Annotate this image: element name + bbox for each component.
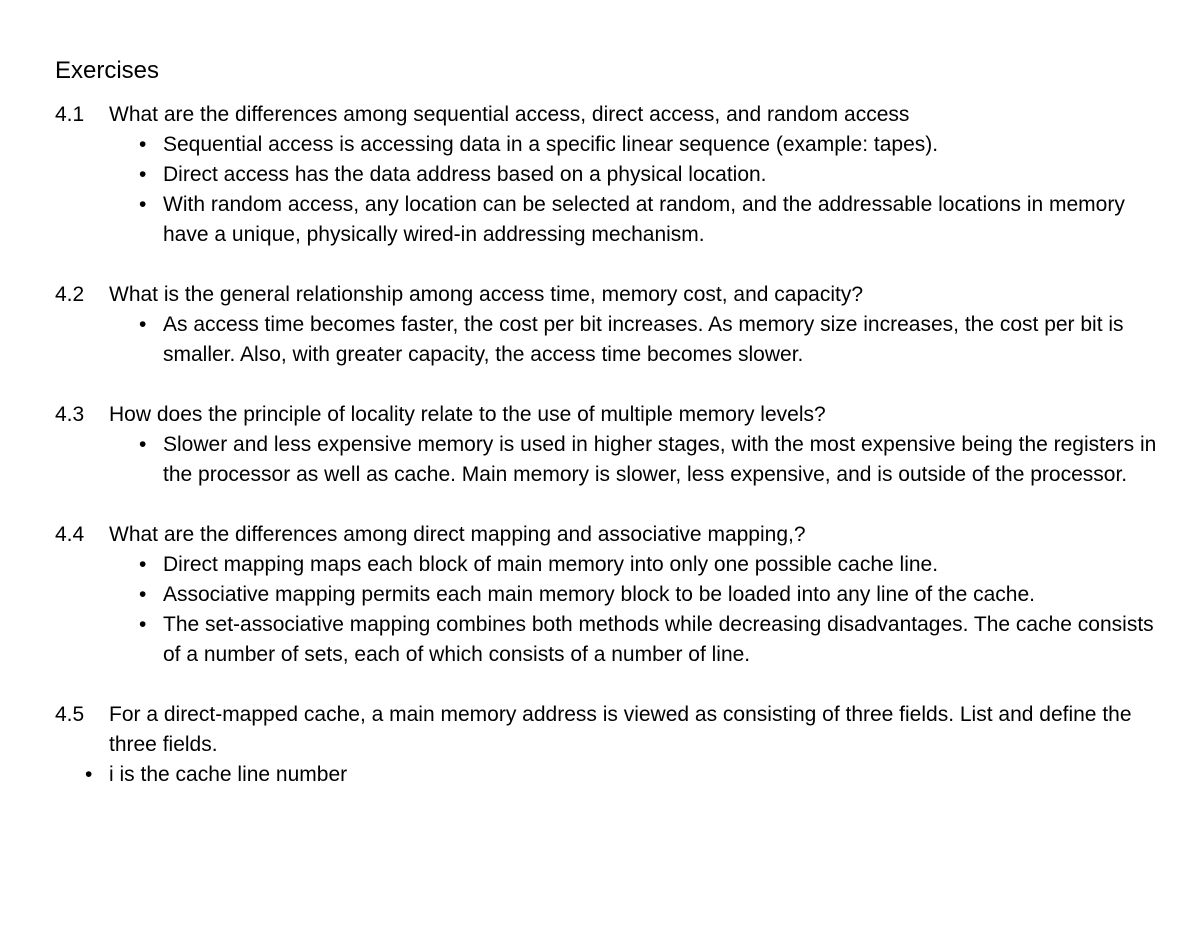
answer-item: [136, 160, 1165, 190]
bullet-icon: •: [139, 433, 147, 456]
answer-text: Direct access has the data address based on a physical location.: [163, 163, 767, 186]
question-number: 4.3: [55, 403, 85, 426]
question-4-3: [55, 400, 1165, 490]
answer-text: Direct mapping maps each block of main memory into only one possible cache line.: [163, 553, 939, 576]
question-text: What are the differences among sequential access, direct access, and random access: [109, 103, 910, 126]
question-4-1: [55, 100, 1165, 250]
answer-list: [55, 550, 1165, 670]
bullet-icon: •: [139, 133, 147, 156]
answer-item: [136, 190, 1165, 250]
question-number: 4.1: [55, 103, 85, 126]
question-number: 4.2: [55, 283, 85, 306]
answer-item: [136, 310, 1165, 370]
answer-item: [82, 760, 1165, 790]
answer-text: With random access, any location can be selected at random, and the addressable locations in memory have a unique, physically wired-in addressing mechanism.: [163, 193, 1125, 246]
answer-list: [55, 430, 1165, 490]
answer-item: [136, 580, 1165, 610]
question-4-2: [55, 280, 1165, 370]
spacer: [55, 250, 1165, 280]
answer-text: Associative mapping permits each main memory block to be loaded into any line of the cache.: [163, 583, 1035, 606]
answer-text: As access time becomes faster, the cost per bit increases. As memory size increases, the cost per bit is smaller. Also, with greater capacity, the access time becomes slower.: [163, 313, 1124, 366]
answer-text: i is the cache line number: [109, 763, 348, 786]
bullet-icon: •: [139, 583, 147, 606]
spacer: [55, 490, 1165, 520]
bullet-icon: •: [139, 193, 147, 216]
question-text: How does the principle of locality relate to the use of multiple memory levels?: [109, 403, 826, 426]
bullet-icon: •: [139, 553, 147, 576]
question-4-4: [55, 520, 1165, 670]
question-number: 4.4: [55, 523, 85, 546]
answer-list: [55, 760, 1165, 790]
answer-list: [55, 130, 1165, 250]
document-page: [55, 56, 1165, 790]
question-text: What are the differences among direct mapping and associative mapping,?: [109, 523, 806, 546]
answer-text: The set-associative mapping combines both methods while decreasing disadvantages. The cache consists of a number of sets, each of which consists of a number of line.: [163, 613, 1154, 666]
spacer: [55, 370, 1165, 400]
answer-text: Slower and less expensive memory is used in higher stages, with the most expensive being the registers in the processor as well as cache. Main memory is slower, less expensive, and is outside of the processor.: [163, 433, 1157, 486]
answer-item: [136, 550, 1165, 580]
answer-item: [136, 610, 1165, 670]
page-heading: Exercises: [55, 57, 160, 84]
question-number: 4.5: [55, 703, 85, 726]
question-text: For a direct-mapped cache, a main memory address is viewed as consisting of three fields. List and define the three fields.: [109, 703, 1132, 756]
answer-item: [136, 430, 1165, 490]
bullet-icon: •: [139, 313, 147, 336]
answer-text: Sequential access is accessing data in a specific linear sequence (example: tapes).: [163, 133, 939, 156]
spacer: [55, 670, 1165, 700]
bullet-icon: •: [139, 163, 147, 186]
answer-item: [136, 130, 1165, 160]
question-text: What is the general relationship among access time, memory cost, and capacity?: [109, 283, 864, 306]
answer-list: [55, 310, 1165, 370]
bullet-icon: •: [139, 613, 147, 636]
question-4-5: [55, 700, 1165, 790]
bullet-icon: •: [85, 763, 93, 786]
